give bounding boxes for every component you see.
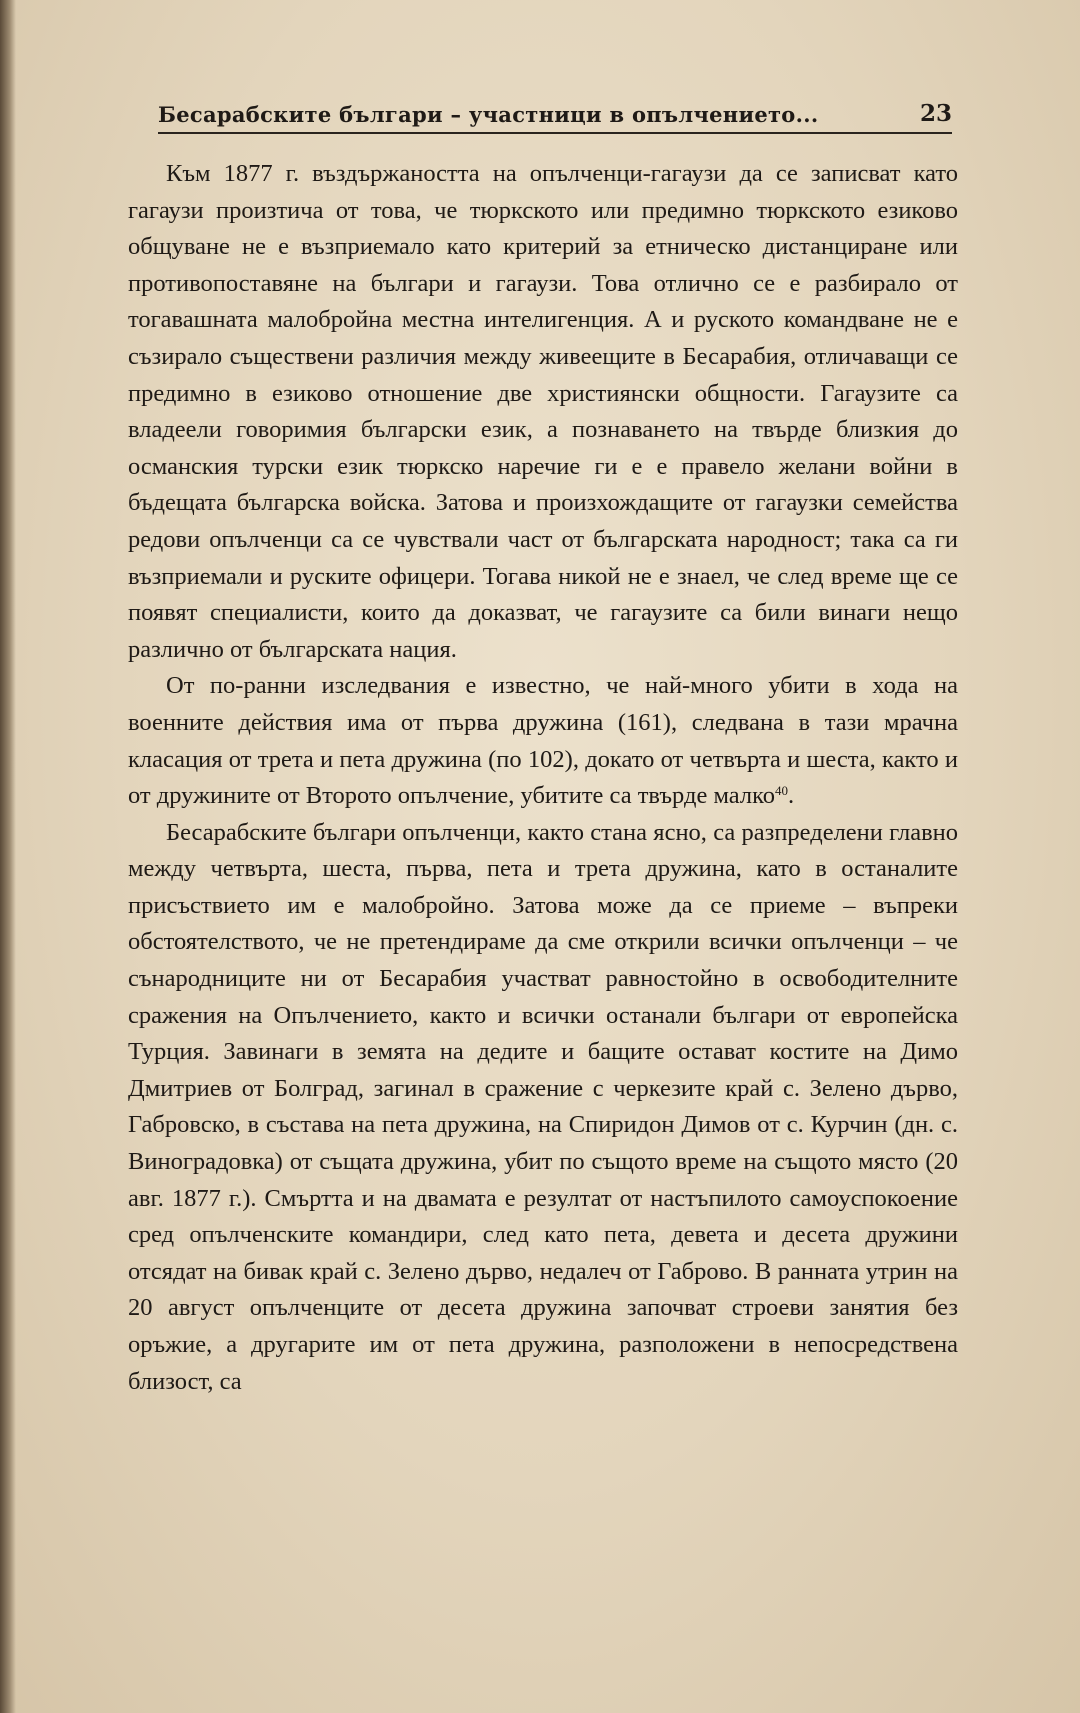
book-spine-shadow <box>0 0 16 1713</box>
body-text <box>128 156 958 1400</box>
page-header <box>158 98 952 134</box>
paragraph: Бесарабските българи опълченци, както стана ясно, са разпределени главно между четвърта, шеста, първа, пета и трета дружина, като в останалите присъствието им е малобройно. Затова може да се приеме – въпреки обстоятелството, че не претендираме да сме открили всички опълченци – че сънародниците ни от Бесарабия участват равностойно в освободителните сражения на Опълчението, както и всички останали българи от европейска Турция. Завинаги в земята на дедите и бащите остават костите на Димо Дмитриев от Болград, загинал в сражение с черкезите край с. Зелено дърво, Габровско, в състава на пета дружина, на Спиридон Димов от с. Курчин (дн. с. Виноградовка) от същата дружина, убит по същото време на същото място (20 авг. 1877 г.). Смъртта и на двамата е резултат от настъпилото самоуспокоение сред опълченските командири, след като пета, девета и десета дружини отсядат на бивак край с. Зелено дърво, недалеч от Габрово. В ранната утрин на 20 август опълченците от десета дружина започват строеви занятия без оръжие, а другарите им от пета дружина, разположени в непосредствена близост, са <box>128 818 958 1395</box>
footnote-reference[interactable]: 40 <box>775 783 789 799</box>
sentence-end: . <box>788 782 795 810</box>
paragraph-text: От по-ранни изследвания е известно, че най-много убити в хода на военните действия има от първа дружина (161), следвана в тази мрачна класация от трета и пета дружина (по 102), докато от четвърта и шеста, както и от дружините от Второто опълчение, убитите са твърде малко <box>128 672 958 810</box>
paragraph-with-footnote <box>128 668 958 814</box>
page-number: 23 <box>919 100 952 127</box>
paragraph: Към 1877 г. въздържаността на опълченци-гагаузи да се записват като гагаузи произтича от това, че тюркското или предимно тюркското езиково общуване не е възприемало като критерий за етническо дистанциране или противопоставяне на българи и гагаузи. Това отлично се е разбирало от тогавашната малобройна местна интелигенция. А и руското командване не е съзирало съществени различия между живеещите в Бесарабия, отличаващи се предимно в езиково отношение две християнски общности. Гагаузите са владеели говоримия български език, а познаването на твърде близкия до османския турски език тюркско наречие ги е е правело желани войни в бъдещата българска войска. Затова и произхождащите от гагаузки семейства редови опълченци са се чувствали част от българската народност; така са ги възприемали и руските офицери. Тогава никой не е знаел, че след време ще се появят специалисти, които да доказват, че гагаузите са били винаги нещо различно от българската нация. <box>128 160 958 663</box>
running-title: Бесарабските българи – участници в опълчението... <box>158 102 819 127</box>
